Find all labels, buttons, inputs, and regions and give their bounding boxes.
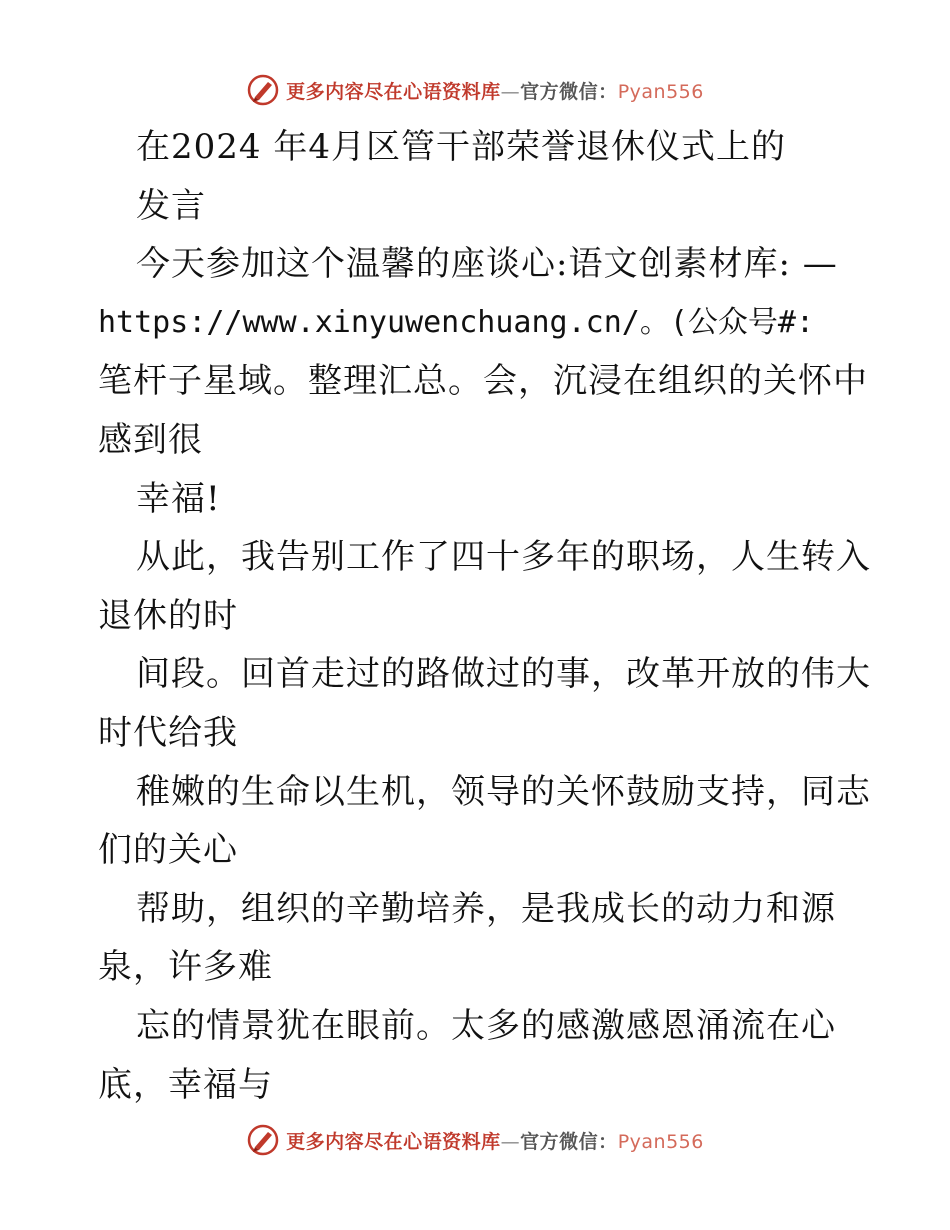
footer-banner [0,1120,950,1160]
paragraph-line: 从此，我告别工作了四十多年的职场，人生转入 [136,537,871,578]
paragraph-line: 稚嫩的生命以生机，领导的关怀鼓励支持，同志 [136,771,871,812]
paragraph-line: 泉，许多难 [98,947,273,988]
paragraph-line: 们的关心 [98,830,238,871]
paragraph-line: 今天参加这个温馨的座谈心:语文创素材库: — [136,244,838,285]
paragraph-line: 感到很 [98,419,203,460]
pen-logo-icon [246,1123,280,1157]
header-banner [0,70,950,110]
paragraph-line: 退休的时 [98,595,238,636]
paragraph-line: 幸福! [136,478,221,519]
url-line: https://www.xinyuwenchuang.cn/。(公众号#: [98,304,815,340]
paragraph-line: 时代给我 [98,712,238,753]
paragraph-line: 忘的情景犹在眼前。太多的感激感恩涌流在心 [136,1005,836,1046]
paragraph-line: 间段。回首走过的路做过的事，改革开放的伟大 [136,654,871,695]
paragraph-line: 底，幸福与 [98,1064,273,1105]
pen-logo-icon [246,73,280,107]
banner-text: 更多内容尽在心语资料库—官方微信：Pyan556 [286,1130,704,1153]
banner-text: 更多内容尽在心语资料库—官方微信：Pyan556 [286,80,704,103]
document-body [98,118,871,1114]
title-line-2: 发言 [136,185,206,226]
title-line-1: 在2024 年4月区管干部荣誉退休仪式上的 [136,127,786,167]
paragraph-line: 笔杆子星域。整理汇总。会，沉浸在组织的关怀中 [98,361,868,402]
paragraph-line: 帮助，组织的辛勤培养，是我成长的动力和源 [136,888,836,929]
